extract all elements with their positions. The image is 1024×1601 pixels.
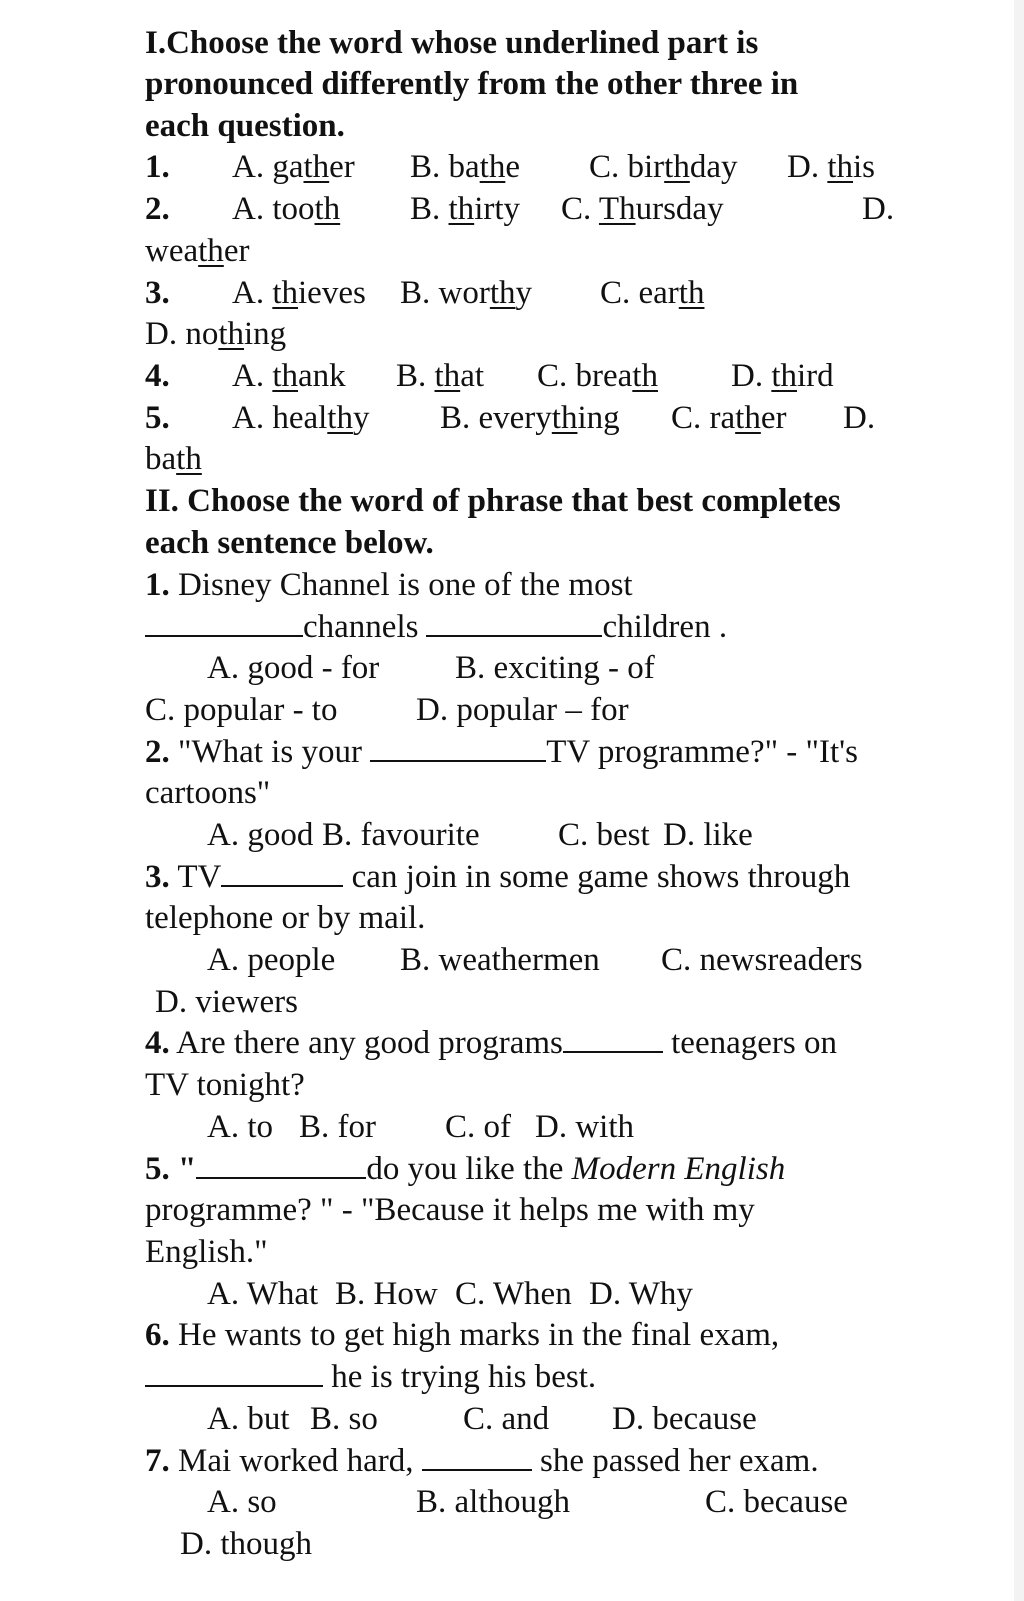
s2-q3-option-c: C. newsreaders — [661, 942, 863, 978]
section2-heading-line1: II. Choose the word of phrase that best completes — [145, 483, 841, 519]
s1-q1-number: 1. — [145, 149, 170, 185]
s1-q5-number: 5. — [145, 400, 170, 436]
s1-q5-option-b: B. everything — [440, 400, 620, 436]
section1-heading-line2: pronounced differently from the other three in — [145, 66, 799, 102]
s2-q2-option-d: D. like — [663, 817, 753, 853]
s1-q1-option-b: B. bathe — [410, 149, 520, 185]
s1-q3-option-b: B. worthy — [400, 275, 533, 311]
s2-q7-stem: 7. Mai worked hard, she passed her exam. — [145, 1443, 819, 1479]
s2-q7-option-b: B. although — [416, 1484, 570, 1520]
s2-q6-option-a: A. but — [207, 1401, 290, 1437]
s2-q2-option-c: C. best — [558, 817, 650, 853]
s1-q4-option-b: B. that — [396, 358, 485, 394]
s1-q1-option-a: A. gather — [232, 149, 355, 185]
s2-q3-stem-line2: telephone or by mail. — [145, 900, 426, 936]
s2-q4-option-a: A. to — [207, 1109, 273, 1145]
s2-q1-option-b: B. exciting - of — [455, 650, 655, 686]
s1-q3-option-c: C. earth — [600, 275, 705, 311]
s2-q7-option-d: D. though — [180, 1526, 312, 1562]
s2-q2-option-b: B. favourite — [322, 817, 480, 853]
s2-q3-stem: 3. TV can join in some game shows through — [145, 859, 851, 895]
s2-q4-option-c: C. of — [445, 1109, 511, 1145]
page-edge — [1014, 0, 1024, 1601]
s1-q5-option-d-word: bath — [145, 441, 202, 477]
s2-q1-stem-line2: channels children . — [145, 606, 727, 648]
s2-q6-option-c: C. and — [463, 1401, 550, 1437]
s1-q5-option-a: A. healthy — [232, 400, 370, 436]
s2-q5-stem-line2: programme? " - "Because it helps me with my — [145, 1192, 755, 1228]
s1-q3-number: 3. — [145, 275, 170, 311]
s2-q5-option-d: D. Why — [589, 1276, 693, 1312]
s2-q4-stem-line2: TV tonight? — [145, 1067, 305, 1103]
s2-q6-option-d: D. because — [612, 1401, 757, 1437]
s2-q5-stem: 5. " do you like the Modern English — [145, 1151, 786, 1187]
s2-q2-stem-line2: cartoons" — [145, 775, 271, 811]
section1-heading-line3: each question. — [145, 108, 345, 144]
s1-q1-option-c: C. birthday — [589, 149, 738, 185]
s1-q3-option-d: D. nothing — [145, 316, 287, 352]
s2-q6-option-b: B. so — [310, 1401, 378, 1437]
s1-q2-option-d: D. — [862, 191, 895, 227]
s2-q3-option-b: B. weathermen — [400, 942, 600, 978]
s1-q3-option-a: A. thieves — [232, 275, 366, 311]
s2-q1-option-d: D. popular – for — [416, 692, 629, 728]
s1-q5-option-d: D. — [843, 400, 876, 436]
s2-q3-option-d: D. viewers — [155, 984, 298, 1020]
s1-q1-option-d: D. this — [787, 149, 876, 185]
s1-q4-option-a: A. thank — [232, 358, 346, 394]
s2-q5-option-a: A. What — [207, 1276, 319, 1312]
s1-q2-option-c: C. Thursday — [561, 191, 724, 227]
s2-q1-option-c: C. popular - to — [145, 692, 338, 728]
s1-q5-option-c: C. rather — [671, 400, 787, 436]
s2-q5-stem-line3: English." — [145, 1234, 268, 1270]
s2-q7-option-a: A. so — [207, 1484, 277, 1520]
s2-q4-stem: 4. Are there any good programs teenagers on — [145, 1025, 837, 1061]
section1-heading-line1: I.Choose the word whose underlined part is — [145, 25, 759, 61]
s1-q4-option-d: D. third — [731, 358, 834, 394]
s2-q4-option-b: B. for — [299, 1109, 376, 1145]
s2-q5-option-b: B. How — [335, 1276, 438, 1312]
section2-heading-line2: each sentence below. — [145, 525, 434, 561]
s2-q5-option-c: C. When — [455, 1276, 572, 1312]
s1-q2-option-d-word: weather — [145, 233, 250, 269]
s2-q1-option-a: A. good - for — [207, 650, 380, 686]
s1-q4-number: 4. — [145, 358, 170, 394]
s1-q2-option-a: A. tooth — [232, 191, 341, 227]
s2-q7-option-c: C. because — [705, 1484, 848, 1520]
s2-q2-stem: 2. "What is your TV programme?" - "It's — [145, 734, 858, 770]
s2-q3-option-a: A. people — [207, 942, 336, 978]
s1-q4-option-c: C. breath — [537, 358, 658, 394]
s2-q1-stem: 1. Disney Channel is one of the most — [145, 567, 633, 603]
s2-q2-option-a: A. good — [207, 817, 314, 853]
s1-q2-option-b: B. thirty — [410, 191, 521, 227]
s2-q6-stem-line2: he is trying his best. — [145, 1356, 596, 1398]
s1-q2-number: 2. — [145, 191, 170, 227]
s2-q4-option-d: D. with — [535, 1109, 634, 1145]
s2-q6-stem: 6. He wants to get high marks in the final exam, — [145, 1317, 780, 1353]
